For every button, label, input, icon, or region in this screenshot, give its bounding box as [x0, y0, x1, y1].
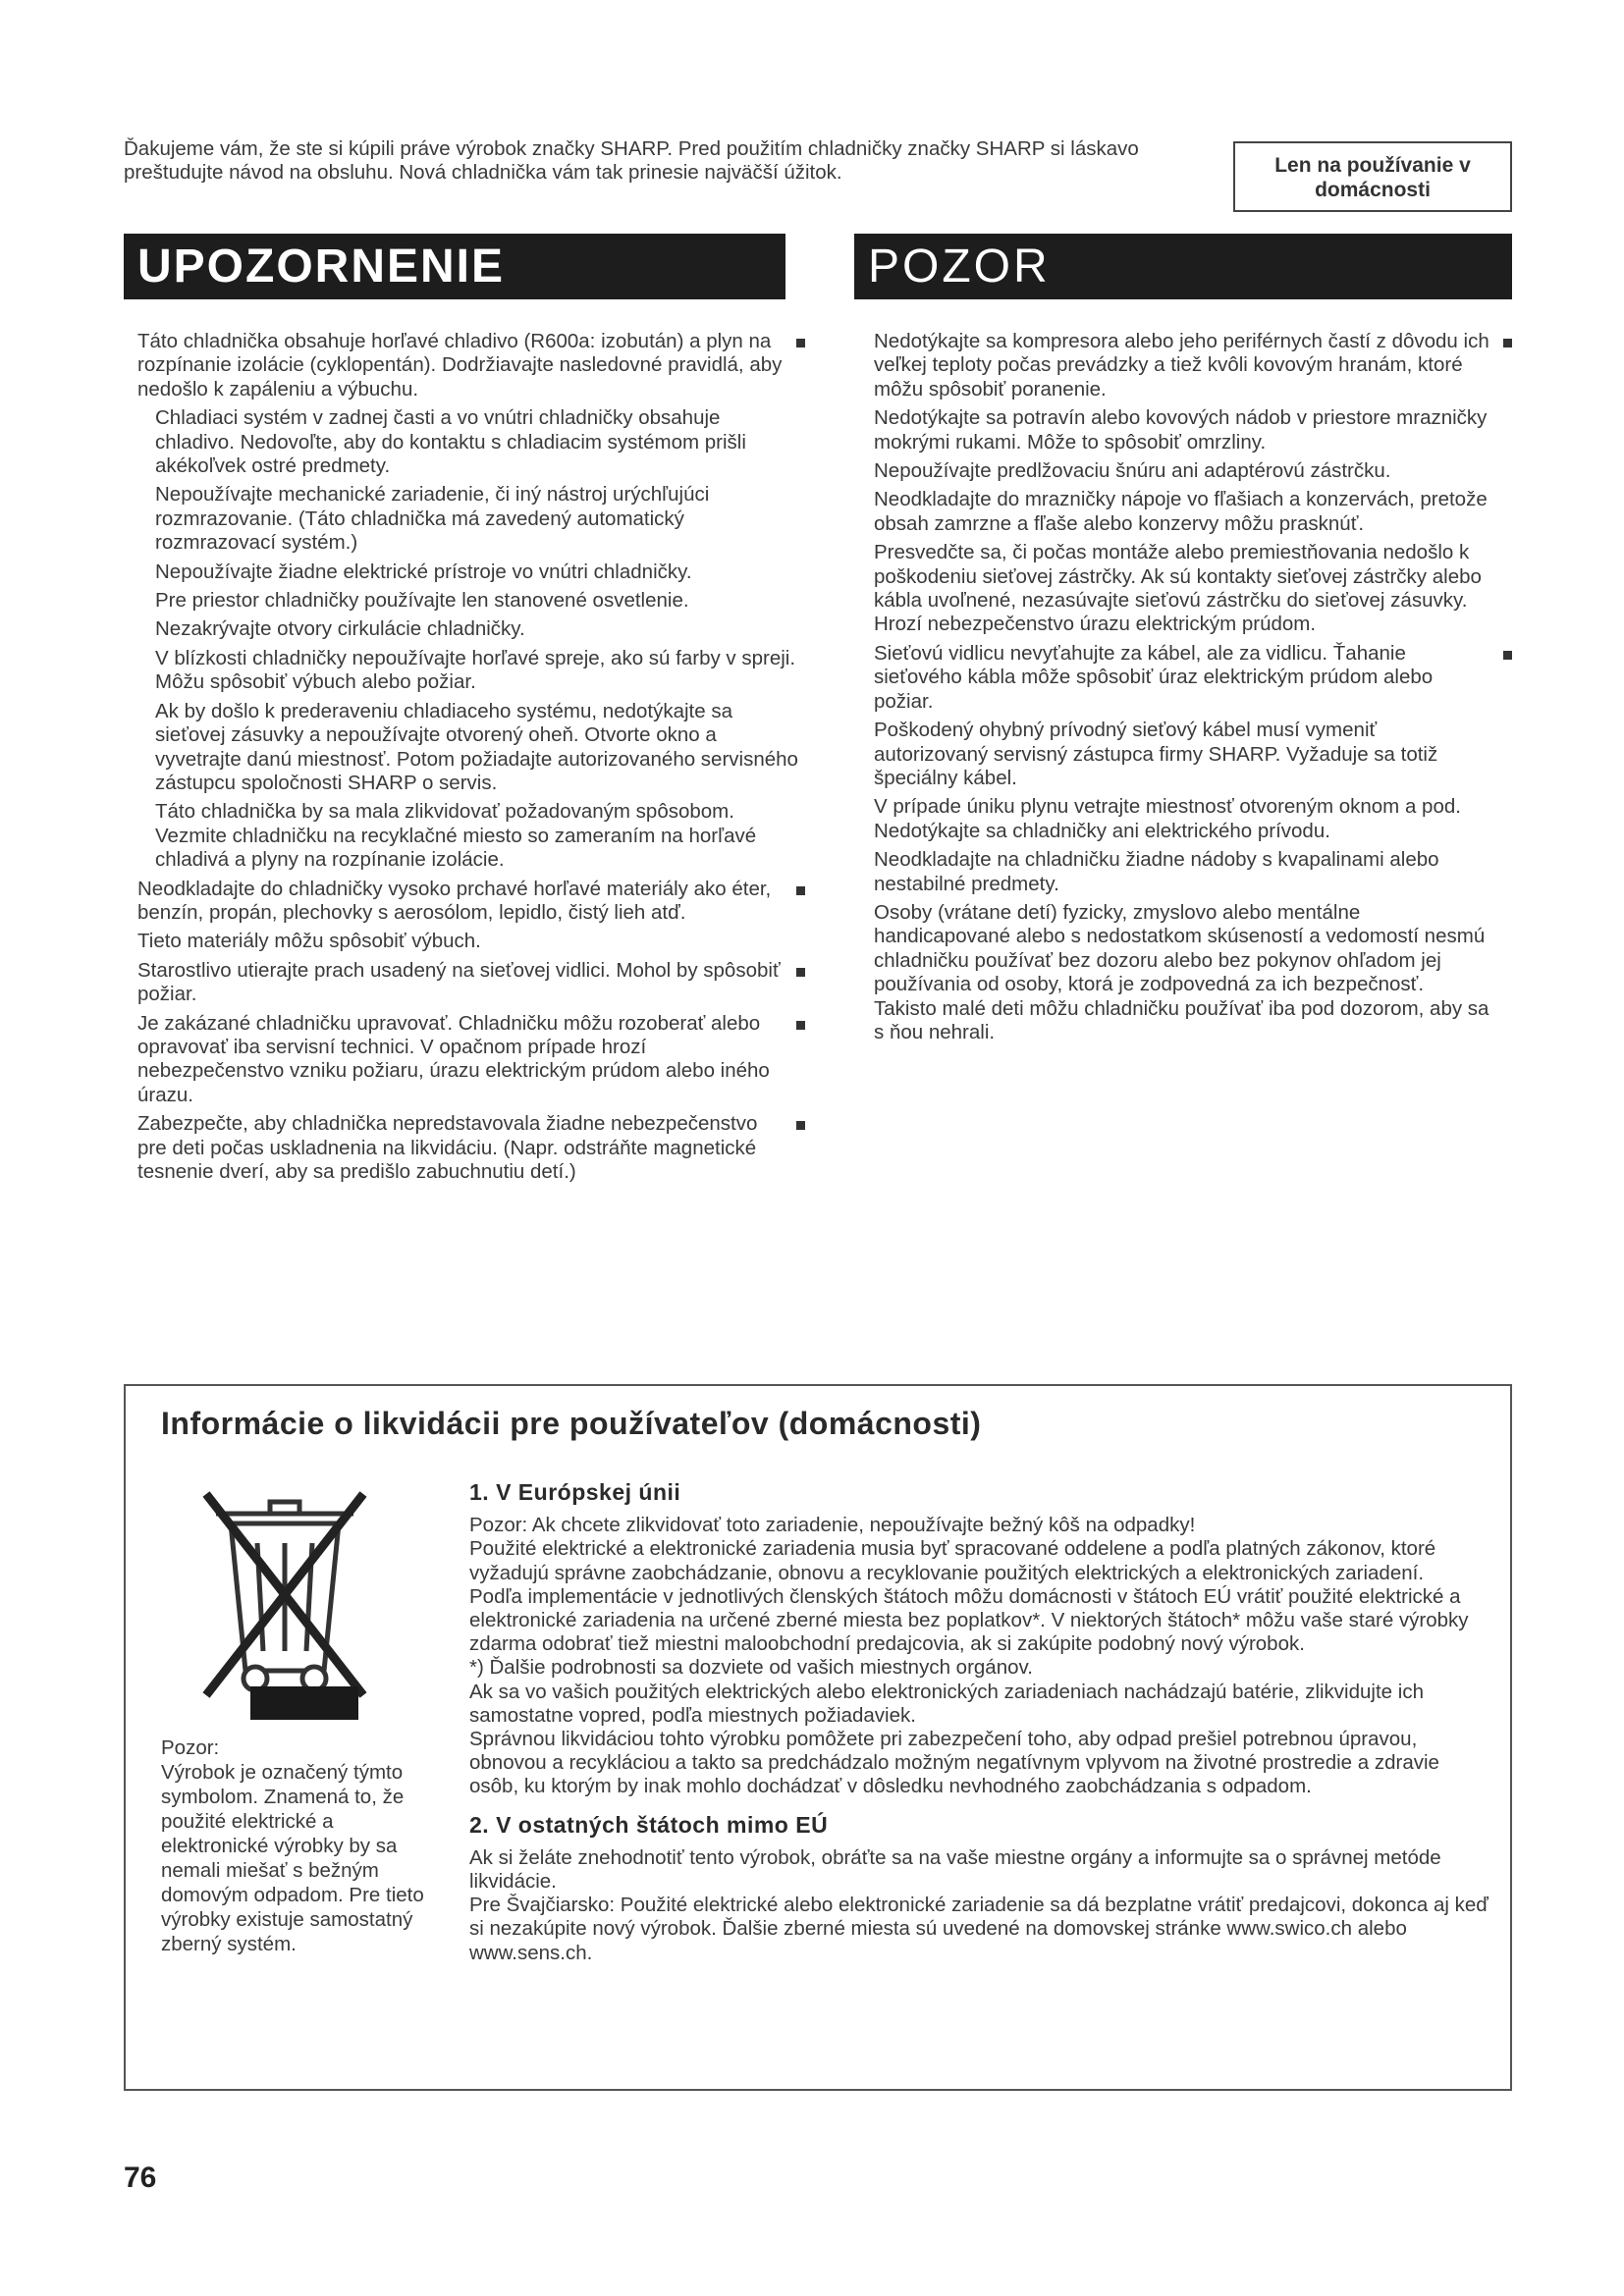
eu-paragraph: *) Ďalšie podrobnosti sa dozviete od vašich miestnych orgánov.	[469, 1656, 1033, 1680]
caution-item: Nedotýkajte sa kompresora alebo jeho periférnych častí z dôvodu ich veľkej teploty počas prevádzky a tiež kvôli kovovým hranám, ktoré môžu spôsobiť poranenie.	[874, 330, 1512, 401]
bullet-square-icon	[796, 1021, 805, 1030]
warning-sub-item: V blízkosti chladničky nepoužívajte horľavé spreje, ako sú farby v spreji. Môžu spôsobiť výbuch alebo požiar.	[155, 646, 796, 694]
warning-sub-item: Táto chladnička by sa mala zlikvidovať požadovaným spôsobom. Vezmite chladničku na recyklačné miesto so zameraním na horľavé chladivá a plyny na rozpínanie izolácie.	[155, 800, 757, 872]
warning-item: Je zakázané chladničku upravovať. Chladničku môžu rozoberať alebo opravovať iba servisní technici. V opačnom prípade hrozí nebezpečenstvo vzniku požiaru, úrazu elektrickým prúdom alebo iného úrazu.	[137, 1012, 805, 1108]
warning-banner: UPOZORNENIE	[124, 234, 785, 299]
warning-sub-item: Nepoužívajte mechanické zariadenie, či iný nástroj urýchľujúci rozmrazovanie. (Táto chladnička má zavedený automatický rozmrazovací systém.)	[155, 483, 710, 555]
eu-heading: 1. V Európskej únii	[469, 1479, 681, 1505]
caution-column	[874, 330, 1512, 1049]
caution-item: V prípade úniku plynu vetrajte miestnosť otvoreným oknom a pod. Nedotýkajte sa chladničky ani elektrického prívodu.	[874, 795, 1461, 842]
caution-item: Nedotýkajte sa potravín alebo kovových nádob v priestore mrazničky mokrými rukami. Môže to spôsobiť omrzliny.	[874, 406, 1488, 454]
warning-item: Neodkladajte do chladničky vysoko prchavé horľavé materiály ako éter, benzín, propán, plechovky s aerosólom, lepidlo, čistý lieh atď.	[137, 878, 805, 926]
warning-column	[137, 330, 805, 1189]
eu-paragraph: Správnou likvidáciou tohto výrobku pomôžete pri zabezpečení toho, aby odpad prešiel potrebnou úpravou, obnovou a recykláciou a takto sa predchádzalo možným negatívnym vplyvom na životné prostredie a zdravie osôb, ku ktorým by inak mohlo dochádzať v dôsledku nevhodného zaobchádzania s odpadom.	[469, 1728, 1439, 1798]
warning-sub-item: Chladiaci systém v zadnej časti a vo vnútri chladničky obsahuje chladivo. Nedovoľte, aby do kontaktu s chladiacim systémom prišli akékoľvek ostré predmety.	[155, 406, 746, 478]
bin-note: Pozor: Výrobok je označený týmto symbolom. Znamená to, že použité elektrické a elektronické výrobky by sa nemali miešať s bežným domovým odpadom. Pre tieto výrobky existuje samostatný zberný systém.	[161, 1736, 424, 1955]
caution-item: Neodkladajte do mrazničky nápoje vo fľašiach a konzervách, pretože obsah zamrzne a fľaše alebo konzervy môžu prasknúť.	[874, 488, 1488, 535]
eu-paragraph: Pozor: Ak chcete zlikvidovať toto zariadenie, nepoužívajte bežný kôš na odpadky!	[469, 1514, 1196, 1537]
household-use-badge: Len na používanie v domácnosti	[1233, 141, 1512, 212]
caution-item: Sieťovú vidlicu nevyťahujte za kábel, ale za vidlicu. Ťahanie sieťového kábla môže spôsobiť úraz elektrickým prúdom alebo požiar.	[874, 642, 1512, 714]
page-number: 76	[124, 2162, 157, 2194]
caution-item: Nepoužívajte predlžovaciu šnúru ani adaptérovú zástrčku.	[874, 459, 1391, 483]
caution-item: Poškodený ohybný prívodný sieťový kábel musí vymeniť autorizovaný servisný zástupca firmy SHARP. Vyžaduje sa totiž špeciálny kábel.	[874, 719, 1438, 789]
warning-sub-item: Ak by došlo k prederaveniu chladiaceho systému, nedotýkajte sa sieťovej zásuvky a nepoužívajte otvorený oheň. Otvorte okno a vyvetrajte danú miestnosť. Potom požiadajte autorizovaného servisného zástupcu spoločnosti SHARP o servis.	[155, 699, 798, 794]
disposal-title: Informácie o likvidácii pre používateľov (domácnosti)	[161, 1406, 982, 1441]
other-paragraph: Pre Švajčiarsko: Použité elektrické alebo elektronické zariadenie sa dá bezplatne vrátiť predajcovi, dokonca aj keď si nezakúpite nový výrobok. Ďalšie zberné miesta sú uvedené na domovskej stránke www.swico.ch alebo www.sens.ch.	[469, 1894, 1489, 1964]
warning-item: Starostlivo utierajte prach usadený na sieťovej vidlici. Mohol by spôsobiť požiar.	[137, 959, 805, 1007]
disposal-body	[469, 1480, 1490, 1965]
bullet-square-icon	[796, 886, 805, 895]
warning-sub-item: Pre priestor chladničky používajte len stanovené osvetlenie.	[155, 589, 689, 613]
caution-item: Neodkladajte na chladničku žiadne nádoby s kvapalinami alebo nestabilné predmety.	[874, 848, 1439, 895]
eu-paragraph: Použité elektrické a elektronické zariadenia musia byť spracované oddelene a podľa platných zákonov, ktoré vyžadujú správne zaobchádzanie, obnovu a recyklovanie použitých elektrických a elektronických zariadení.	[469, 1537, 1436, 1584]
crossed-bin-icon	[196, 1484, 373, 1710]
warning-sub-item: Nezakrývajte otvory cirkulácie chladničky.	[155, 617, 525, 641]
bullet-square-icon	[796, 968, 805, 977]
warning-lead: Táto chladnička obsahuje horľavé chladivo (R600a: izobután) a plyn na rozpínanie izolácie (cyklopentán). Dodržiavajte nasledovné pravidlá, aby nedošlo k zapáleniu a výbuchu.	[137, 330, 805, 401]
other-heading: 2. V ostatných štátoch mimo EÚ	[469, 1811, 829, 1838]
eu-paragraph: Podľa implementácie v jednotlivých členských štátoch môžu domácnosti v štátoch EÚ vrátiť použité elektrické a elektronické zariadenia na určené zberné miesta bez poplatkov*. V niektorých štátoch* môžu vaše staré výrobky zdarma odobrať tiež miestni maloobchodní predajcovia, ak si zakúpite podobný nový výrobok.	[469, 1584, 1469, 1656]
bullet-square-icon	[796, 339, 805, 347]
eu-paragraph: Ak sa vo vašich použitých elektrických alebo elektronických zariadeniach nachádzajú batérie, zlikvidujte ich samostatne vopred, podľa miestnych požiadaviek.	[469, 1680, 1424, 1727]
bullet-square-icon	[796, 1121, 805, 1130]
intro-text: Ďakujeme vám, že ste si kúpili práve výrobok značky SHARP. Pred použitím chladničky značky SHARP si láskavo preštudujte návod na obsluhu. Nová chladnička vám tak prinesie najväčší úžitok.	[124, 137, 1139, 184]
bullet-square-icon	[1503, 651, 1512, 660]
warning-item: Zabezpečte, aby chladnička nepredstavovala žiadne nebezpečenstvo pre deti počas uskladnenia na likvidáciu. (Napr. odstráňte magnetické tesnenie dverí, aby sa predišlo zabuchnutiu detí.)	[137, 1112, 805, 1184]
caution-item: Presvedčte sa, či počas montáže alebo premiestňovania nedošlo k poškodeniu sieťovej zástrčky. Ak sú kontakty sieťovej zástrčky alebo kábla uvoľnené, nezasúvajte sieťovú zástrčku do sieťovej zásuvky. Hrozí nebezpečenstvo úrazu elektrickým prúdom.	[874, 541, 1482, 636]
bin-underline-bar	[250, 1686, 358, 1720]
caution-item: Osoby (vrátane detí) fyzicky, zmyslovo alebo mentálne handicapované alebo s nedostatkom skúseností a vedomostí nesmú chladničku používať bez dozoru alebo bez pokynov ohľadom jej používania od osoby, ktorá je zodpovedná za ich bezpečnosť. Takisto malé deti môžu chladničku používať iba pod dozorom, aby sa s ňou nehrali.	[874, 900, 1489, 1043]
caution-banner: POZOR	[854, 234, 1512, 299]
warning-sub-item: Nepoužívajte žiadne elektrické prístroje vo vnútri chladničky.	[155, 560, 692, 583]
warning-item: Tieto materiály môžu spôsobiť výbuch.	[137, 930, 481, 953]
bullet-square-icon	[1503, 339, 1512, 347]
other-paragraph: Ak si želáte znehodnotiť tento výrobok, obráťte sa na vaše miestne orgány a informujte sa o správnej metóde likvidácie.	[469, 1845, 1441, 1894]
